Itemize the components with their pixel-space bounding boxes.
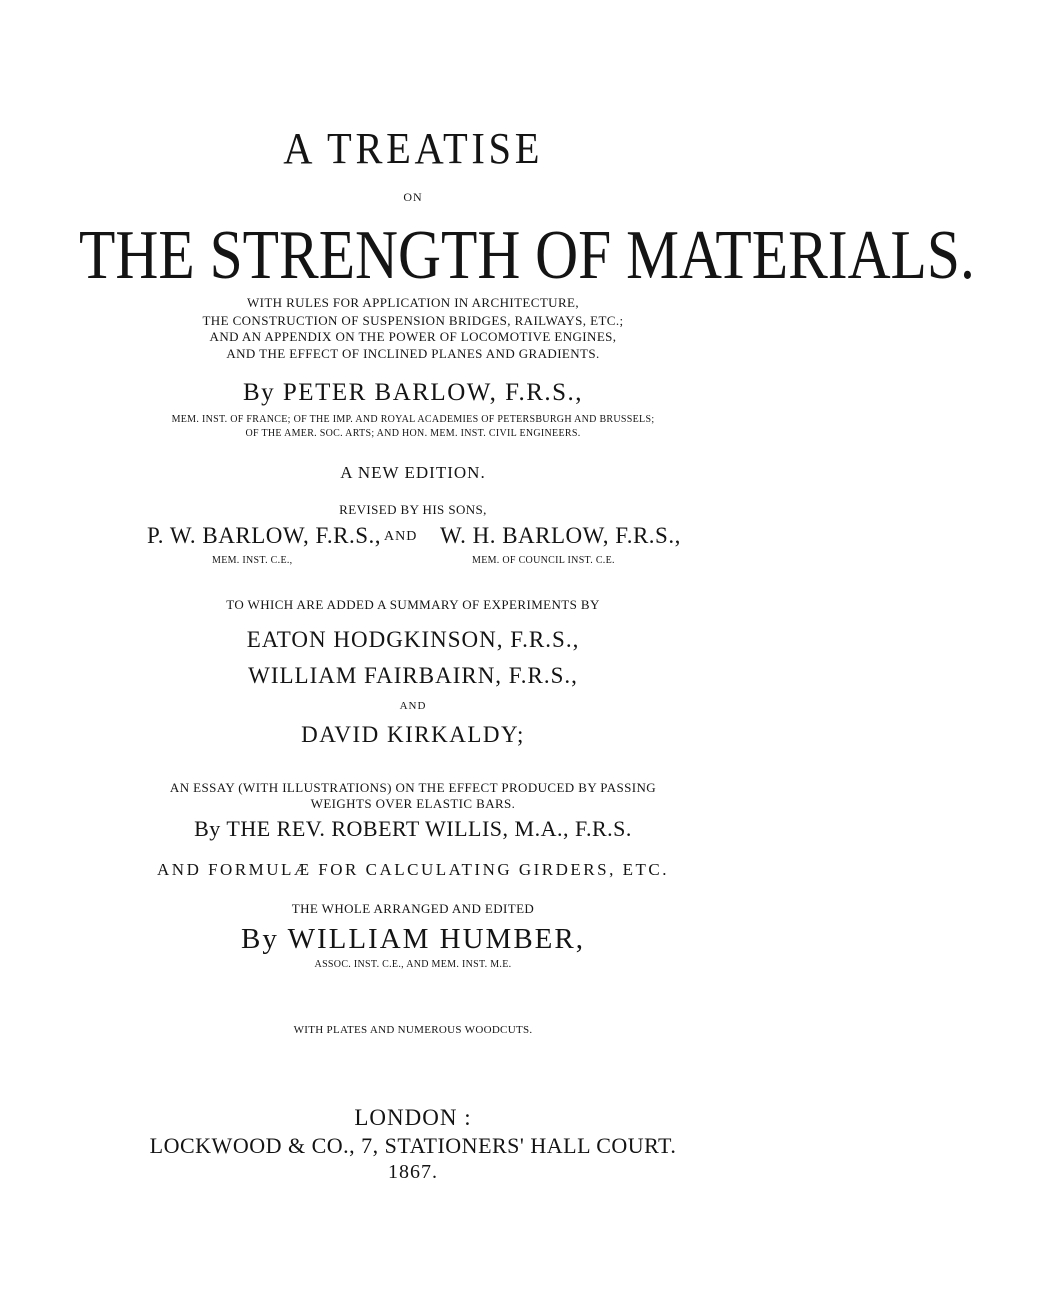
experimenter-kirkaldy: DAVID KIRKALDY; — [301, 722, 525, 747]
title-on: ON — [403, 190, 423, 204]
imprint-year: 1867. — [388, 1161, 438, 1183]
reviser-2-credential: MEM. OF COUNCIL INST. C.E. — [472, 555, 615, 566]
experimenter-hodgkinson: EATON HODGKINSON, F.R.S., — [246, 627, 580, 652]
experimenter-fairbairn: WILLIAM FAIRBAIRN, F.R.S., — [248, 663, 578, 688]
edition: A NEW EDITION. — [340, 463, 486, 482]
essay-line-2: WEIGHTS OVER ELASTIC BARS. — [310, 796, 516, 811]
plates-note: WITH PLATES AND NUMEROUS WOODCUTS. — [293, 1024, 533, 1036]
essay-line-1: AN ESSAY (WITH ILLUSTRATIONS) ON THE EFFECT PRODUCED BY PASSING — [169, 780, 657, 795]
reviser-2-name: W. H. BARLOW, F.R.S., — [440, 523, 681, 548]
reviser-1-name: P. W. BARLOW, F.R.S., — [147, 523, 382, 548]
subtitle-line-2: THE CONSTRUCTION OF SUSPENSION BRIDGES, RAILWAYS, ETC.; — [202, 313, 624, 328]
subtitle-line-3: AND AN APPENDIX ON THE POWER OF LOCOMOTIVE ENGINES, — [209, 329, 617, 344]
subtitle-line-4: AND THE EFFECT OF INCLINED PLANES AND GRADIENTS. — [226, 346, 600, 361]
imprint-city: LONDON : — [354, 1105, 472, 1130]
subtitle-line-1: WITH RULES FOR APPLICATION IN ARCHITECTURE, — [246, 295, 580, 310]
experiments-intro: TO WHICH ARE ADDED A SUMMARY OF EXPERIMENTS BY — [226, 597, 600, 612]
experimenters-and: AND — [399, 700, 427, 712]
editor-credential: ASSOC. INST. C.E., AND MEM. INST. M.E. — [314, 959, 512, 970]
author-line: By PETER BARLOW, F.R.S., — [242, 379, 584, 406]
main-title: THE STRENGTH OF MATERIALS. — [79, 217, 975, 294]
arranged-edited: THE WHOLE ARRANGED AND EDITED — [291, 901, 535, 916]
essay-author: By THE REV. ROBERT WILLIS, M.A., F.R.S. — [194, 816, 632, 841]
formulae-line: AND FORMULÆ FOR CALCULATING GIRDERS, ETC. — [157, 860, 669, 879]
author-credentials-2: OF THE AMER. SOC. ARTS; AND HON. MEM. INST. CIVIL ENGINEERS. — [245, 428, 581, 439]
reviser-1-credential: MEM. INST. C.E., — [212, 555, 293, 566]
imprint-publisher: LOCKWOOD & CO., 7, STATIONERS' HALL COURT. — [149, 1133, 677, 1158]
revised-by: REVISED BY HIS SONS, — [339, 502, 487, 517]
revisers-and: AND — [384, 529, 418, 544]
title-line-1: A TREATISE — [283, 124, 543, 173]
editor-line: By WILLIAM HUMBER, — [241, 923, 585, 955]
author-credentials-1: MEM. INST. OF FRANCE; OF THE IMP. AND ROYAL ACADEMIES OF PETERSBURGH AND BRUSSELS; — [171, 414, 655, 425]
